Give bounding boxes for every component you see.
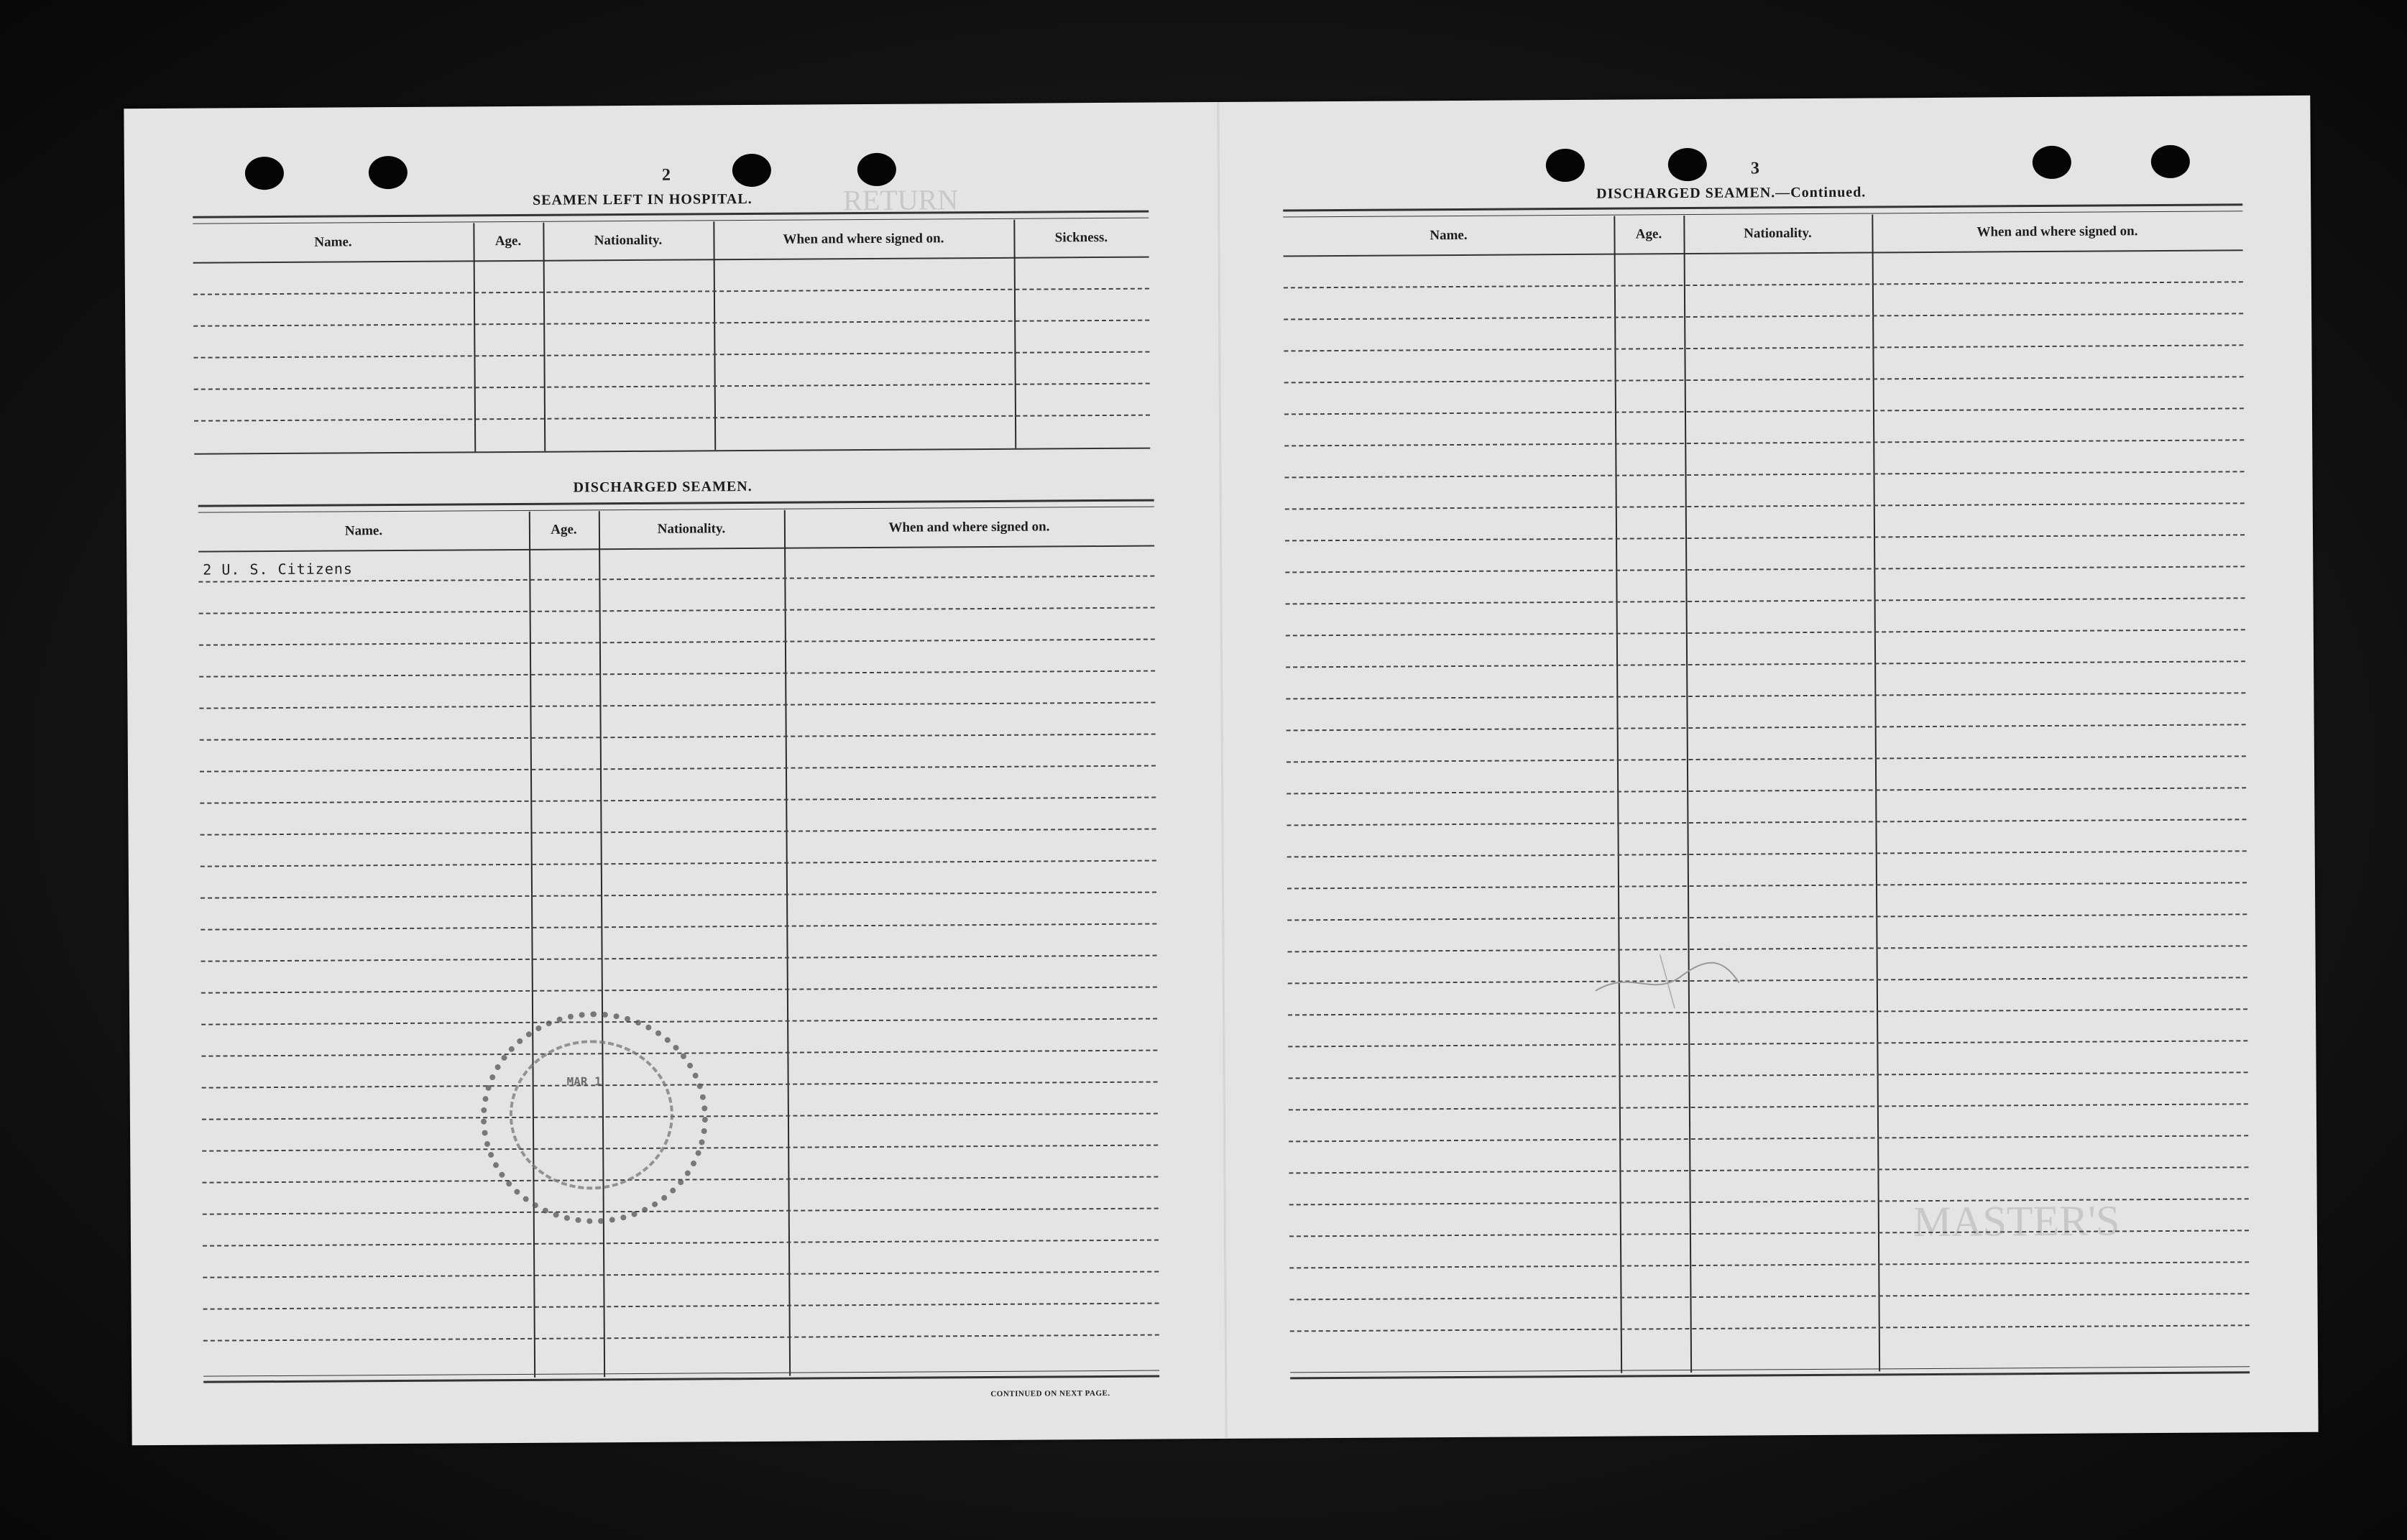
table-row <box>201 1018 1157 1025</box>
table-row <box>1290 1324 2250 1332</box>
table-row <box>1289 1071 2248 1079</box>
punch-hole <box>857 153 896 186</box>
table-row <box>201 987 1157 994</box>
punch-hole <box>2033 146 2071 179</box>
table-row <box>1287 850 2247 857</box>
bleed-through-text: RETURN <box>843 183 959 217</box>
page-fold <box>1217 102 1227 1439</box>
table-row <box>1284 281 2243 288</box>
table-bottom-rule <box>203 1370 1159 1383</box>
hospital-section-title: SEAMEN LEFT IN HOSPITAL. <box>533 190 753 208</box>
table-row <box>199 639 1155 646</box>
column-header-age: Age. <box>494 233 522 249</box>
document-sheet <box>124 96 2318 1446</box>
table-row <box>1286 597 2245 604</box>
table-row <box>201 892 1156 899</box>
column-divider <box>1872 214 1880 1371</box>
table-row <box>203 1271 1159 1278</box>
table-row <box>1289 1135 2248 1142</box>
table-row <box>1284 313 2243 320</box>
right-section-title: DISCHARGED SEAMEN.—Continued. <box>1596 184 1867 202</box>
table-bottom-rule <box>1290 1366 2250 1379</box>
punch-hole <box>1668 148 1707 181</box>
continued-note: CONTINUED ON NEXT PAGE. <box>990 1388 1110 1398</box>
table-row <box>1289 1261 2249 1268</box>
table-header-row <box>198 510 1154 550</box>
page-number-left: 2 <box>661 165 671 185</box>
column-header-signed-on: When and where signed on. <box>783 231 944 247</box>
column-header-name: Name. <box>344 523 383 539</box>
stamp-date-text: MAR 1 <box>566 1074 602 1089</box>
column-header-signed-on: When and where signed on. <box>888 519 1050 535</box>
column-divider <box>784 510 791 1376</box>
table-row <box>199 607 1155 614</box>
table-row <box>1284 439 2244 446</box>
table-row <box>203 1240 1159 1247</box>
table-row <box>203 1208 1159 1215</box>
punch-hole <box>2151 145 2190 178</box>
table-row <box>194 415 1150 422</box>
column-header-signed-on: When and where signed on. <box>1976 223 2138 240</box>
table-row <box>1287 787 2246 794</box>
column-header-age: Age. <box>1635 226 1662 242</box>
table-row <box>193 288 1149 295</box>
table-row <box>1289 1293 2249 1300</box>
column-header-sickness: Sickness. <box>1054 229 1108 246</box>
bleed-through-text: MASTER'S <box>1913 1197 2120 1246</box>
table-row <box>1287 913 2247 921</box>
table-row <box>1286 629 2245 636</box>
table-row <box>201 923 1156 931</box>
entry-text: 2 U. S. Citizens <box>203 560 353 578</box>
table-row <box>200 797 1156 804</box>
table-row <box>193 320 1149 327</box>
table-row <box>203 1334 1159 1342</box>
hospital-table <box>193 211 1150 461</box>
column-header-age: Age. <box>551 522 577 538</box>
table-row <box>1286 660 2245 668</box>
table-row <box>193 351 1149 359</box>
table-row <box>1285 534 2245 541</box>
punch-hole <box>1546 149 1585 182</box>
table-header-row <box>1283 213 2242 254</box>
column-divider <box>1614 216 1622 1373</box>
table-row <box>1287 755 2246 762</box>
punch-hole <box>369 156 408 189</box>
table-row <box>200 734 1156 741</box>
column-header-nationality: Nationality. <box>657 521 726 537</box>
table-bottom-line <box>194 448 1150 455</box>
pencil-mark <box>1588 940 1746 1020</box>
table-row <box>1284 344 2243 351</box>
table-header-row <box>193 221 1149 261</box>
discharged-table-right <box>1283 203 2250 1388</box>
table-row <box>199 670 1155 678</box>
table-row <box>1289 1198 2249 1205</box>
discharged-section-title: DISCHARGED SEAMEN. <box>573 478 753 496</box>
table-row <box>199 702 1155 709</box>
punch-hole <box>245 157 284 190</box>
column-header-nationality: Nationality. <box>1744 225 1812 241</box>
table-row <box>200 765 1156 773</box>
discharged-table-left <box>198 499 1160 1396</box>
table-row <box>1286 692 2245 699</box>
table-row <box>1284 376 2244 383</box>
table-row <box>1288 945 2247 952</box>
column-header-nationality: Nationality. <box>594 232 663 249</box>
table-row <box>194 383 1150 390</box>
table-row <box>1288 977 2247 984</box>
table-row <box>1284 407 2244 415</box>
table-row <box>1285 502 2245 510</box>
table-row <box>1287 882 2247 889</box>
table-row <box>1285 566 2245 573</box>
punch-hole <box>732 154 771 187</box>
table-row <box>1288 1040 2247 1047</box>
table-row <box>1287 819 2246 826</box>
stamp-inner-ring <box>509 1040 673 1190</box>
table-row <box>1289 1230 2249 1237</box>
column-divider <box>599 511 605 1377</box>
table-row <box>1288 1008 2247 1015</box>
column-divider <box>1683 216 1692 1373</box>
table-row <box>1285 471 2245 478</box>
table-row <box>1289 1166 2248 1174</box>
table-row <box>1289 1103 2248 1110</box>
page-number-right: 3 <box>1750 159 1759 178</box>
table-row <box>201 860 1156 867</box>
column-header-name: Name. <box>314 234 352 250</box>
column-divider <box>529 512 535 1378</box>
table-row <box>201 955 1157 962</box>
official-stamp <box>480 1010 709 1225</box>
table-row <box>203 1303 1159 1310</box>
table-row <box>201 829 1156 836</box>
table-row <box>1287 724 2246 731</box>
column-header-name: Name. <box>1430 227 1468 244</box>
